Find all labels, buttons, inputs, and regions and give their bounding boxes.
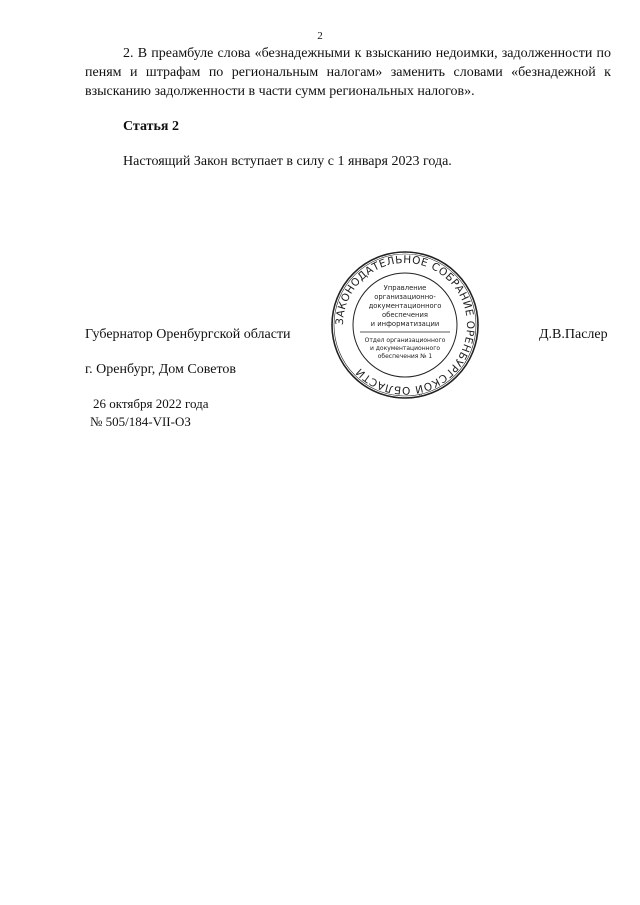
signing-date: 26 октября 2022 года xyxy=(93,396,209,411)
official-stamp xyxy=(330,250,480,400)
article-heading: Статья 2 xyxy=(123,119,179,134)
svg-text:обеспечения: обеспечения xyxy=(381,311,429,319)
signer-name: Д.В.Паслер xyxy=(539,327,608,342)
law-number: № 505/184-VII-ОЗ xyxy=(90,414,191,429)
svg-text:и документационного: и документационного xyxy=(369,345,441,352)
svg-text:организационно-: организационно- xyxy=(374,293,436,301)
paragraph-amendment: 2. В преамбуле слова «безнадежными к взысканию недоимки, задолженности по пеням и штрафам по региональным налогам» заменить словами «безнадежной к взысканию задолженности в части сумм региональных налогов». xyxy=(85,46,611,99)
svg-text:Отдел организационного: Отдел организационного xyxy=(364,337,446,344)
signing-place: г. Оренбург, Дом Советов xyxy=(85,362,236,377)
paragraph-effective-date: Настоящий Закон вступает в силу с 1 января 2023 года. xyxy=(123,154,452,169)
svg-text:и информатизации: и информатизации xyxy=(370,320,440,328)
svg-text:документационного: документационного xyxy=(368,302,442,310)
page-number: 2 xyxy=(317,30,323,42)
svg-text:обеспечения № 1: обеспечения № 1 xyxy=(377,353,433,360)
svg-text:Управление: Управление xyxy=(383,284,427,292)
signature-title: Губернатор Оренбургской области xyxy=(85,327,291,342)
svg-text:ЗАКОНОДАТЕЛЬНОЕ СОБРАНИЕ ОРЕНБ: ЗАКОНОДАТЕЛЬНОЕ СОБРАНИЕ ОРЕНБУРГСКОЙ ОБЛАСТИ xyxy=(333,253,477,397)
